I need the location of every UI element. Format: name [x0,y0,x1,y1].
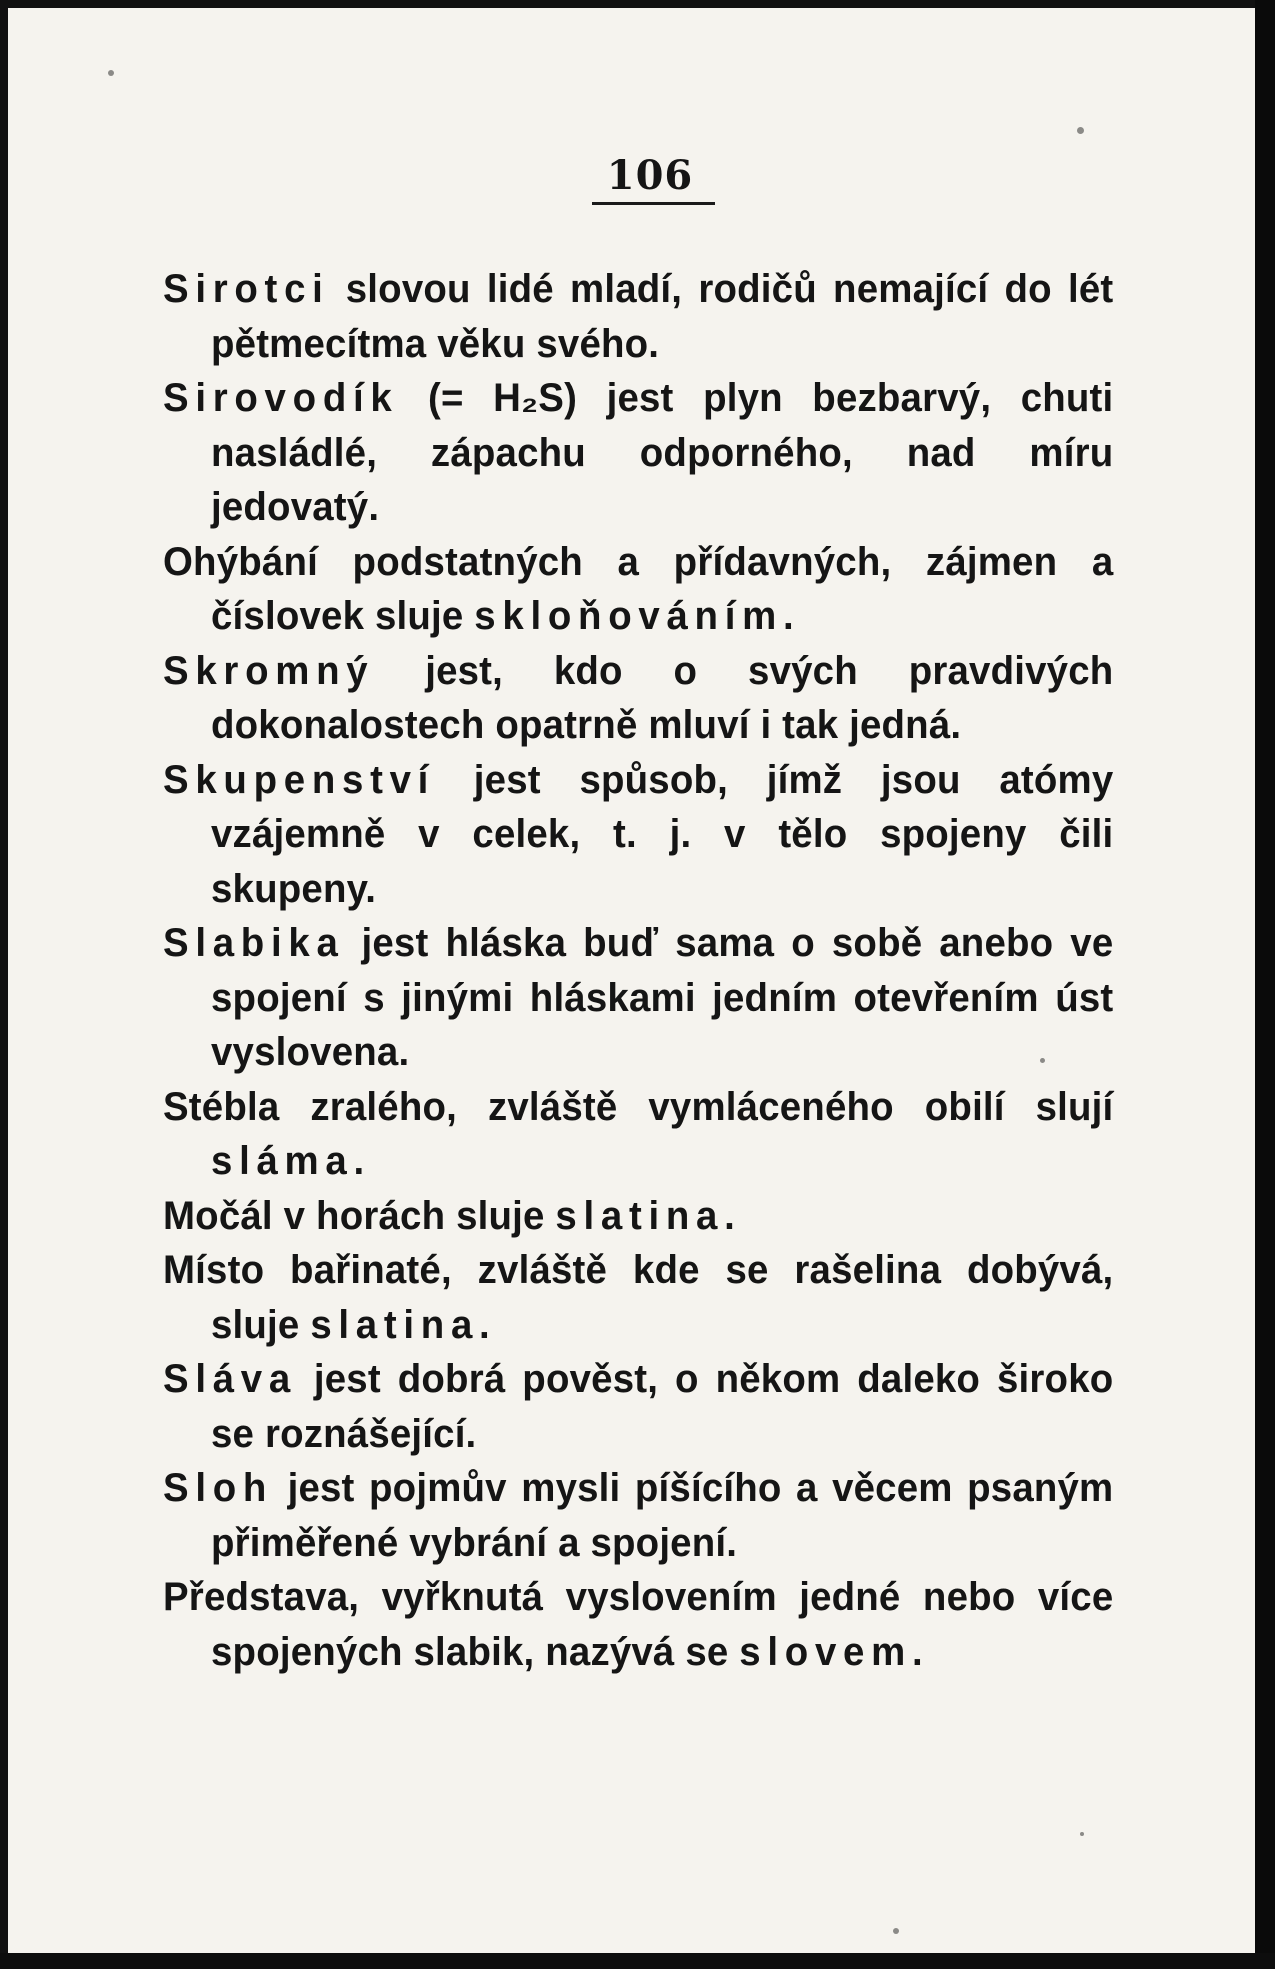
entry-after: jest dobrá pověst, o někom daleko široko se roznášející. [211,1357,1114,1456]
entry-after: jest, kdo o svých pravdivých dokonalostech opatrně mluví i tak jedná. [211,648,1114,747]
entry-after: slovou lidé mladí, rodičů nemající do lét pětmecítma věku svého. [211,267,1114,366]
entry-after: . [911,1629,923,1674]
entry-term: Sirotci [163,267,330,311]
entry-sirotci [163,262,1113,371]
page-right-dark-edge [1255,0,1275,1969]
entry-term: Skromný [163,648,375,693]
entry-after: (= H₂S) jest plyn bezbarvý, chuti nasládlé, zápachu odporného, nad míru jedovatý. [211,376,1114,529]
entry-slatina-mocal [163,1189,1113,1244]
page-number: 106 [606,152,694,199]
entry-after: . [353,1139,365,1183]
entry-before: Stébla zralého, zvláště vymláceného obilí slují [163,1084,1114,1129]
entry-sloh [163,1461,1113,1570]
entry-before: Močál v horách sluje [163,1193,556,1238]
entry-slovo [163,1570,1113,1679]
entry-slama [163,1080,1113,1189]
entry-before: Místo bařinaté, zvláště kde se rašelina dobývá, sluje [163,1248,1114,1347]
entry-term: Sloh [163,1466,274,1510]
dictionary-entries [163,262,1113,1679]
entry-sirovodik [163,371,1113,535]
entry-term: Sláva [163,1357,297,1401]
entry-sklonovani [163,535,1113,644]
page-top-dark-edge [0,0,1275,8]
entry-term: slatina [310,1302,480,1347]
entry-after: . [782,594,794,638]
paper-speck [893,1928,899,1934]
entry-term: sláma [211,1139,354,1183]
entry-slatina-misto [163,1243,1113,1352]
entry-after: . [479,1302,490,1347]
page-number-underline [592,202,715,205]
entry-term: Slabika [163,921,345,965]
paper-speck [1040,1058,1045,1063]
paper-speck [1080,1832,1084,1836]
entry-after: jest hláska buď sama o sobě anebo ve spojení s jinými hláskami jedním otevřením úst vyslovena. [211,921,1114,1074]
entry-term: slatina [555,1193,725,1238]
entry-skupenstvi [163,753,1113,917]
page-left-dark-edge [0,0,8,1969]
entry-after: . [724,1193,735,1238]
paper-speck [1077,127,1084,134]
paper-speck [108,70,114,76]
entry-before: Ohýbání podstatných a přídavných, zájmen a číslovek sluje [163,539,1114,638]
entry-slava [163,1352,1113,1461]
entry-term: Sirovodík [163,376,399,420]
entry-slabika [163,916,1113,1080]
entry-after: jest pojmův mysli píšícího a věcem psaným přiměřené vybrání a spojení. [211,1466,1114,1565]
entry-term: slovem [739,1629,912,1674]
entry-term: skloňováním [474,594,783,638]
entry-after: jest spůsob, jímž jsou atómy vzájemně v celek, t. j. v tělo spojeny čili skupeny. [211,757,1114,911]
entry-term: Skupenství [163,757,436,802]
entry-before: Představa, vyřknutá vyslovením jedné nebo více spojených slabik, nazývá se [163,1575,1114,1674]
page-bottom-dark-edge [0,1953,1275,1969]
entry-skromny [163,644,1113,753]
